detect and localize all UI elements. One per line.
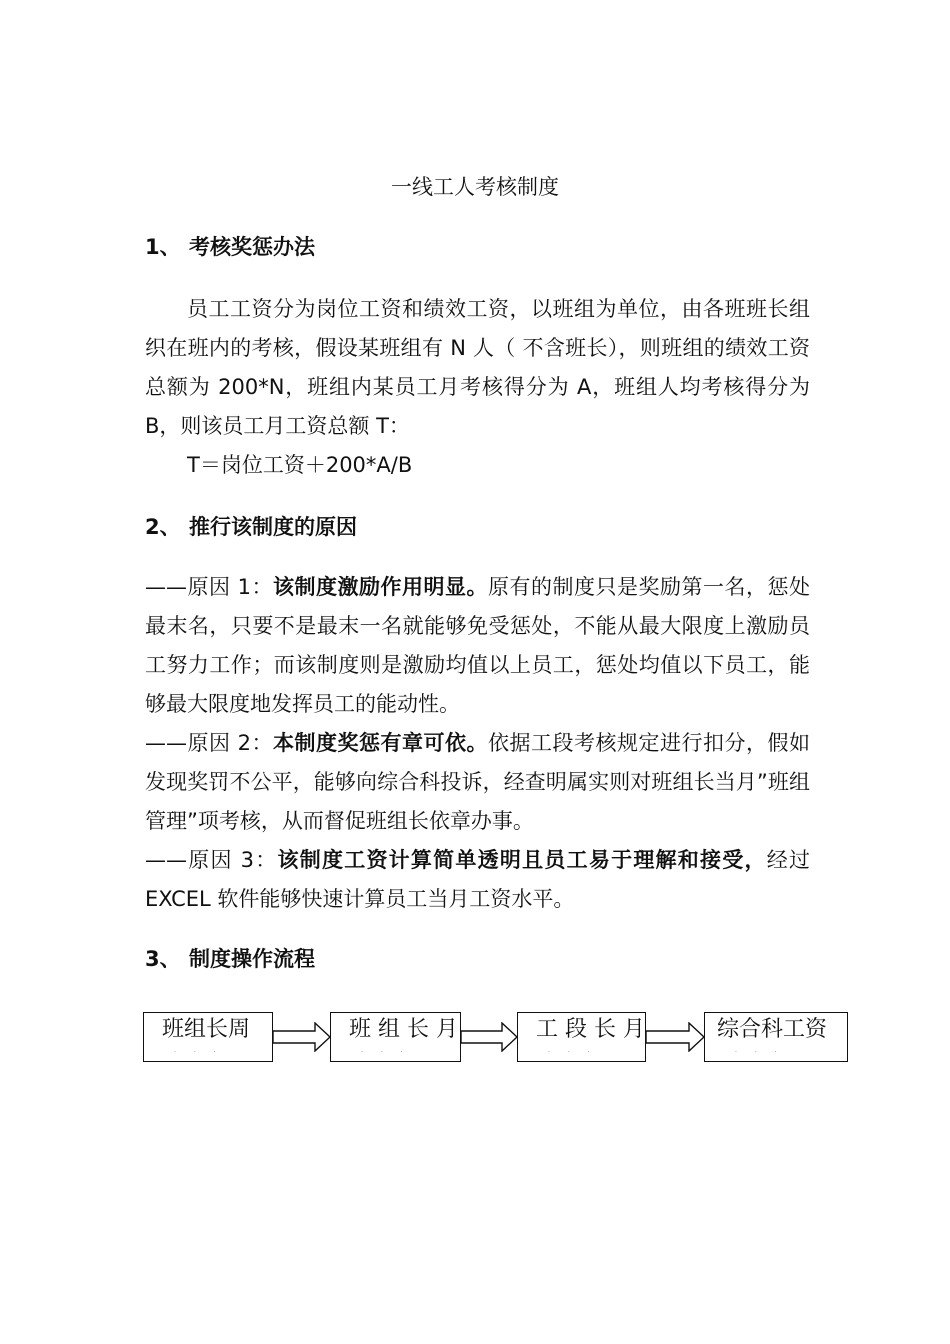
reason-1-text: 原有的制度只是奖励第一名，惩处最末名，只要不是最末一名就能够免受惩处，不能从最大限度上激励员工努力工作；而该制度则是激励均值以上员工，惩处均值以下员工，能够最大限度地发挥员工的能动性。	[145, 575, 810, 716]
section-2-title: 推行该制度的原因	[189, 515, 357, 539]
reason-3-bold: 该制度工资计算简单透明且员工易于理解和接受，	[277, 848, 767, 872]
flow-step-4-label: 综合科工资	[717, 1017, 828, 1042]
section-3-heading	[145, 944, 315, 974]
flow-step-2-sub: · · ·	[361, 1049, 411, 1056]
reason-2-bold: 本制度奖惩有章可依。	[273, 731, 489, 755]
flow-step-2	[330, 1012, 461, 1062]
flow-step-4-sub: · · ·	[735, 1049, 785, 1056]
flow-arrow-3-icon	[646, 1022, 705, 1052]
reason-2-text: 依据工段考核规定进行扣分，假如发现奖罚不公平，能够向综合科投诉，经查明属实则对班组长当月”班组管理”项考核，从而督促班组长依章办事。	[145, 731, 810, 833]
process-flow	[143, 1012, 848, 1064]
reason-3	[145, 841, 810, 919]
section-3-number: 3、	[145, 947, 181, 971]
wage-formula: T＝岗位工资＋200*A/B	[187, 453, 413, 477]
flow-step-3	[517, 1012, 646, 1062]
reason-2	[145, 724, 810, 841]
section-3-title: 制度操作流程	[189, 947, 315, 971]
reason-3-prefix: ——原因 3：	[145, 848, 278, 872]
flow-arrow-1-icon	[273, 1022, 331, 1052]
document-title: 一线工人考核制度	[391, 175, 559, 199]
reason-1-prefix: ——原因 1：	[145, 575, 274, 599]
flow-step-4	[704, 1012, 848, 1062]
section-1-title: 考核奖惩办法	[189, 235, 315, 259]
flow-step-1	[143, 1012, 273, 1062]
section-2-heading	[145, 512, 357, 542]
section-1-heading	[145, 232, 315, 262]
flow-step-1-sub: · · ·	[174, 1049, 224, 1056]
flow-step-1-label: 班组长周	[162, 1017, 251, 1042]
flow-step-2-label: 班 组 长 月	[349, 1017, 458, 1042]
reason-1	[145, 568, 810, 724]
section-1-number: 1、	[145, 235, 181, 259]
flow-step-3-sub: · · ·	[548, 1049, 598, 1056]
reason-1-bold: 该制度激励作用明显。	[273, 575, 489, 599]
flow-step-3-label: 工 段 长 月	[536, 1017, 645, 1042]
section-2-number: 2、	[145, 515, 181, 539]
flow-arrow-2-icon	[461, 1022, 518, 1052]
reason-3-text: 经过 EXCEL 软件能够快速计算员工当月工资水平。	[145, 848, 811, 911]
reasons-block	[145, 568, 810, 919]
reason-2-prefix: ——原因 2：	[145, 731, 274, 755]
section-1-paragraph: 员工工资分为岗位工资和绩效工资，以班组为单位，由各班班长组织在班内的考核，假设某班组有 N 人（ 不含班长），则班组的绩效工资总额为 200*N，班组内某员工月考核得分为 A，班组人均考核得分为 B，则该员工月工资总额 T：	[145, 297, 810, 438]
